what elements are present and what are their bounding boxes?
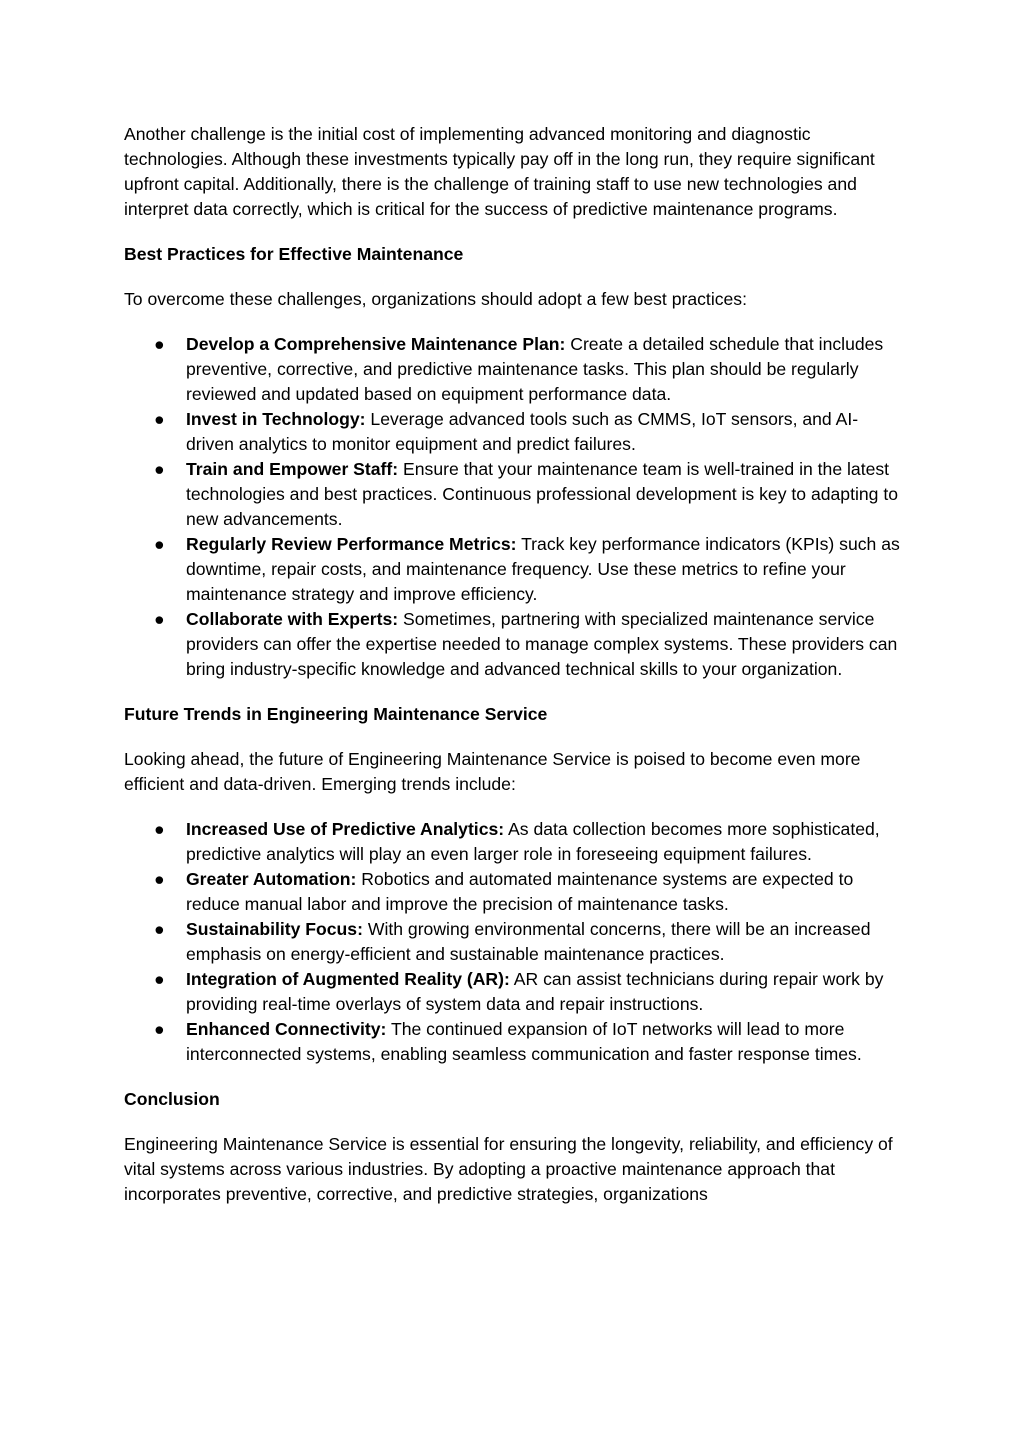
- list-item-text: Robotics and automated maintenance systems are expected to reduce manual labor and improve the precision of maintenance tasks.: [186, 869, 854, 914]
- list-item-text: With growing environmental concerns, there will be an increased emphasis on energy-efficient and sustainable maintenance practices.: [186, 919, 871, 964]
- list-item-title: Develop a Comprehensive Maintenance Plan:: [186, 334, 566, 354]
- bullet-icon: ●: [154, 609, 165, 629]
- bullet-icon: ●: [154, 869, 165, 889]
- list-item-title: Invest in Technology:: [186, 409, 366, 429]
- bullet-icon: ●: [154, 459, 165, 479]
- list-item: [124, 967, 900, 1017]
- list-item-title: Regularly Review Performance Metrics:: [186, 534, 517, 554]
- bullet-icon: ●: [154, 819, 165, 839]
- bullet-icon: ●: [154, 919, 165, 939]
- list-item-text: Create a detailed schedule that includes preventive, corrective, and predictive maintenance tasks. This plan should be regularly reviewed and updated based on equipment performance data.: [186, 334, 884, 404]
- bullet-icon: ●: [154, 534, 165, 554]
- future-trends-heading: Future Trends in Engineering Maintenance Service: [124, 704, 548, 724]
- bullet-icon: ●: [154, 1019, 165, 1039]
- list-item-title: Sustainability Focus:: [186, 919, 363, 939]
- bullet-icon: ●: [154, 334, 165, 354]
- list-item-text: The continued expansion of IoT networks will lead to more interconnected systems, enabling seamless communication and faster response times.: [186, 1019, 862, 1064]
- list-item-text: Sometimes, partnering with specialized maintenance service providers can offer the expertise needed to manage complex systems. These providers can bring industry-specific knowledge and advanced technical skills to your organization.: [186, 609, 898, 679]
- list-item: [124, 1017, 900, 1067]
- document-body: [124, 122, 900, 1207]
- list-item: [124, 332, 900, 407]
- list-item: [124, 817, 900, 867]
- list-item-title: Enhanced Connectivity:: [186, 1019, 387, 1039]
- conclusion-paragraph: Engineering Maintenance Service is essential for ensuring the longevity, reliability, and efficiency of vital systems across various industries. By adopting a proactive maintenance approach that incorporates preventive, corrective, and predictive strategies, organizations: [124, 1134, 893, 1204]
- list-item: [124, 917, 900, 967]
- list-item-title: Greater Automation:: [186, 869, 357, 889]
- list-item: [124, 407, 900, 457]
- bullet-icon: ●: [154, 969, 165, 989]
- list-item-title: Integration of Augmented Reality (AR):: [186, 969, 510, 989]
- best-practices-heading: Best Practices for Effective Maintenance: [124, 244, 464, 264]
- future-trends-list: [124, 817, 900, 1067]
- best-practices-intro: To overcome these challenges, organizations should adopt a few best practices:: [124, 289, 747, 309]
- list-item: [124, 867, 900, 917]
- list-item-title: Train and Empower Staff:: [186, 459, 399, 479]
- bullet-icon: ●: [154, 409, 165, 429]
- intro-paragraph: Another challenge is the initial cost of implementing advanced monitoring and diagnostic technologies. Although these investments typically pay off in the long run, they require significant upfront capital. Additionally, there is the challenge of training staff to use new technologies and interpret data correctly, which is critical for the success of predictive maintenance programs.: [124, 124, 875, 219]
- best-practices-list: [124, 332, 900, 682]
- list-item: [124, 607, 900, 682]
- list-item-text: Track key performance indicators (KPIs) such as downtime, repair costs, and maintenance frequency. Use these metrics to refine your maintenance strategy and improve efficiency.: [186, 534, 900, 604]
- conclusion-heading: Conclusion: [124, 1089, 220, 1109]
- list-item-title: Collaborate with Experts:: [186, 609, 399, 629]
- list-item-title: Increased Use of Predictive Analytics:: [186, 819, 505, 839]
- list-item-text: Ensure that your maintenance team is well-trained in the latest technologies and best practices. Continuous professional development is key to adapting to new advancements.: [186, 459, 899, 529]
- list-item: [124, 532, 900, 607]
- list-item: [124, 457, 900, 532]
- list-item-text: Leverage advanced tools such as CMMS, IoT sensors, and AI-driven analytics to monitor equipment and predict failures.: [186, 409, 859, 454]
- list-item-text: AR can assist technicians during repair work by providing real-time overlays of system data and repair instructions.: [186, 969, 884, 1014]
- future-trends-intro: Looking ahead, the future of Engineering Maintenance Service is poised to become even more efficient and data-driven. Emerging trends include:: [124, 749, 861, 794]
- list-item-text: As data collection becomes more sophisticated, predictive analytics will play an even larger role in foreseeing equipment failures.: [186, 819, 880, 864]
